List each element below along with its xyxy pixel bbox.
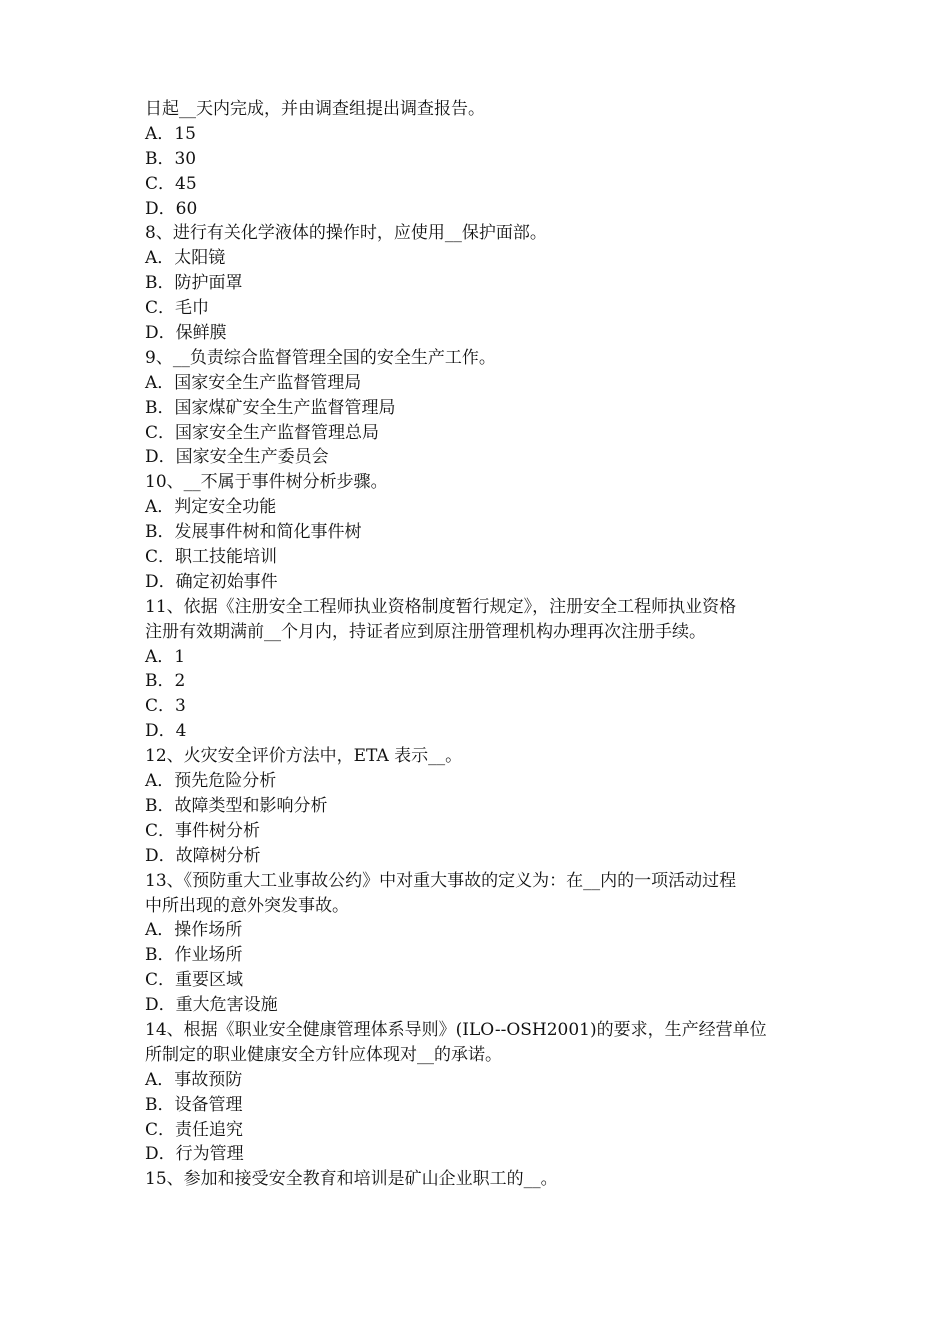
option-line: C．重要区域 xyxy=(145,970,244,991)
option-line: D．重大危害设施 xyxy=(145,995,278,1016)
option-line: A．15 xyxy=(145,123,196,144)
option-line: A．判定安全功能 xyxy=(145,497,277,518)
option-line: C．职工技能培训 xyxy=(145,547,278,568)
option-line: B．故障类型和影响分析 xyxy=(145,795,328,816)
question-line: 8、进行有关化学液体的操作时，应使用__保护面部。 xyxy=(145,223,547,244)
option-line: A．太阳镜 xyxy=(145,248,226,269)
option-line: D．行为管理 xyxy=(145,1144,244,1165)
option-line: B．作业场所 xyxy=(145,945,243,966)
option-line: C．45 xyxy=(145,173,197,194)
question-line: 11、依据《注册安全工程师执业资格制度暂行规定》，注册安全工程师执业资格 xyxy=(145,596,737,617)
question-line: 10、__不属于事件树分析步骤。 xyxy=(145,472,388,493)
document-body xyxy=(145,97,815,1192)
option-line: B．发展事件树和简化事件树 xyxy=(145,522,362,543)
question-line: 14、根据《职业安全健康管理体系导则》(ILO--OSH2001)的要求，生产经营单位 xyxy=(145,1019,767,1040)
question-line: 9、__负责综合监督管理全国的安全生产工作。 xyxy=(145,347,496,368)
option-line: B．防护面罩 xyxy=(145,273,243,294)
option-line: C．3 xyxy=(145,696,186,717)
question-line: 15、参加和接受安全教育和培训是矿山企业职工的__。 xyxy=(145,1169,558,1190)
option-line: A．操作场所 xyxy=(145,920,243,941)
question-line: 中所出现的意外突发事故。 xyxy=(145,895,349,916)
option-line: B．设备管理 xyxy=(145,1094,243,1115)
question-line: 所制定的职业健康安全方针应体现对__的承诺。 xyxy=(145,1044,502,1065)
option-line: C．责任追究 xyxy=(145,1119,244,1140)
option-line: D．国家安全生产委员会 xyxy=(145,447,329,468)
option-line: D．确定初始事件 xyxy=(145,571,278,592)
option-line: D．4 xyxy=(145,721,187,742)
text-line: 日起__天内完成，并由调查组提出调查报告。 xyxy=(145,99,485,119)
option-line: B．30 xyxy=(145,148,197,169)
question-line: 13、《预防重大工业事故公约》中对重大事故的定义为：在__内的一项活动过程 xyxy=(145,870,737,891)
option-line: C．事件树分析 xyxy=(145,820,261,841)
question-line: 注册有效期满前__个月内，持证者应到原注册管理机构办理再次注册手续。 xyxy=(145,621,706,642)
option-line: A．预先危险分析 xyxy=(145,771,277,792)
option-line: B．国家煤矿安全生产监督管理局 xyxy=(145,397,396,418)
option-line: A．国家安全生产监督管理局 xyxy=(145,372,362,393)
option-line: D．保鲜膜 xyxy=(145,323,227,344)
option-line: C．毛巾 xyxy=(145,298,210,319)
option-line: A．事故预防 xyxy=(145,1069,243,1090)
option-line: A．1 xyxy=(145,646,186,667)
option-line: B．2 xyxy=(145,671,186,692)
option-line: D．60 xyxy=(145,198,198,219)
option-line: C．国家安全生产监督管理总局 xyxy=(145,422,380,443)
question-line: 12、火灾安全评价方法中，ETA 表示__。 xyxy=(145,746,463,767)
option-line: D．故障树分析 xyxy=(145,845,261,866)
